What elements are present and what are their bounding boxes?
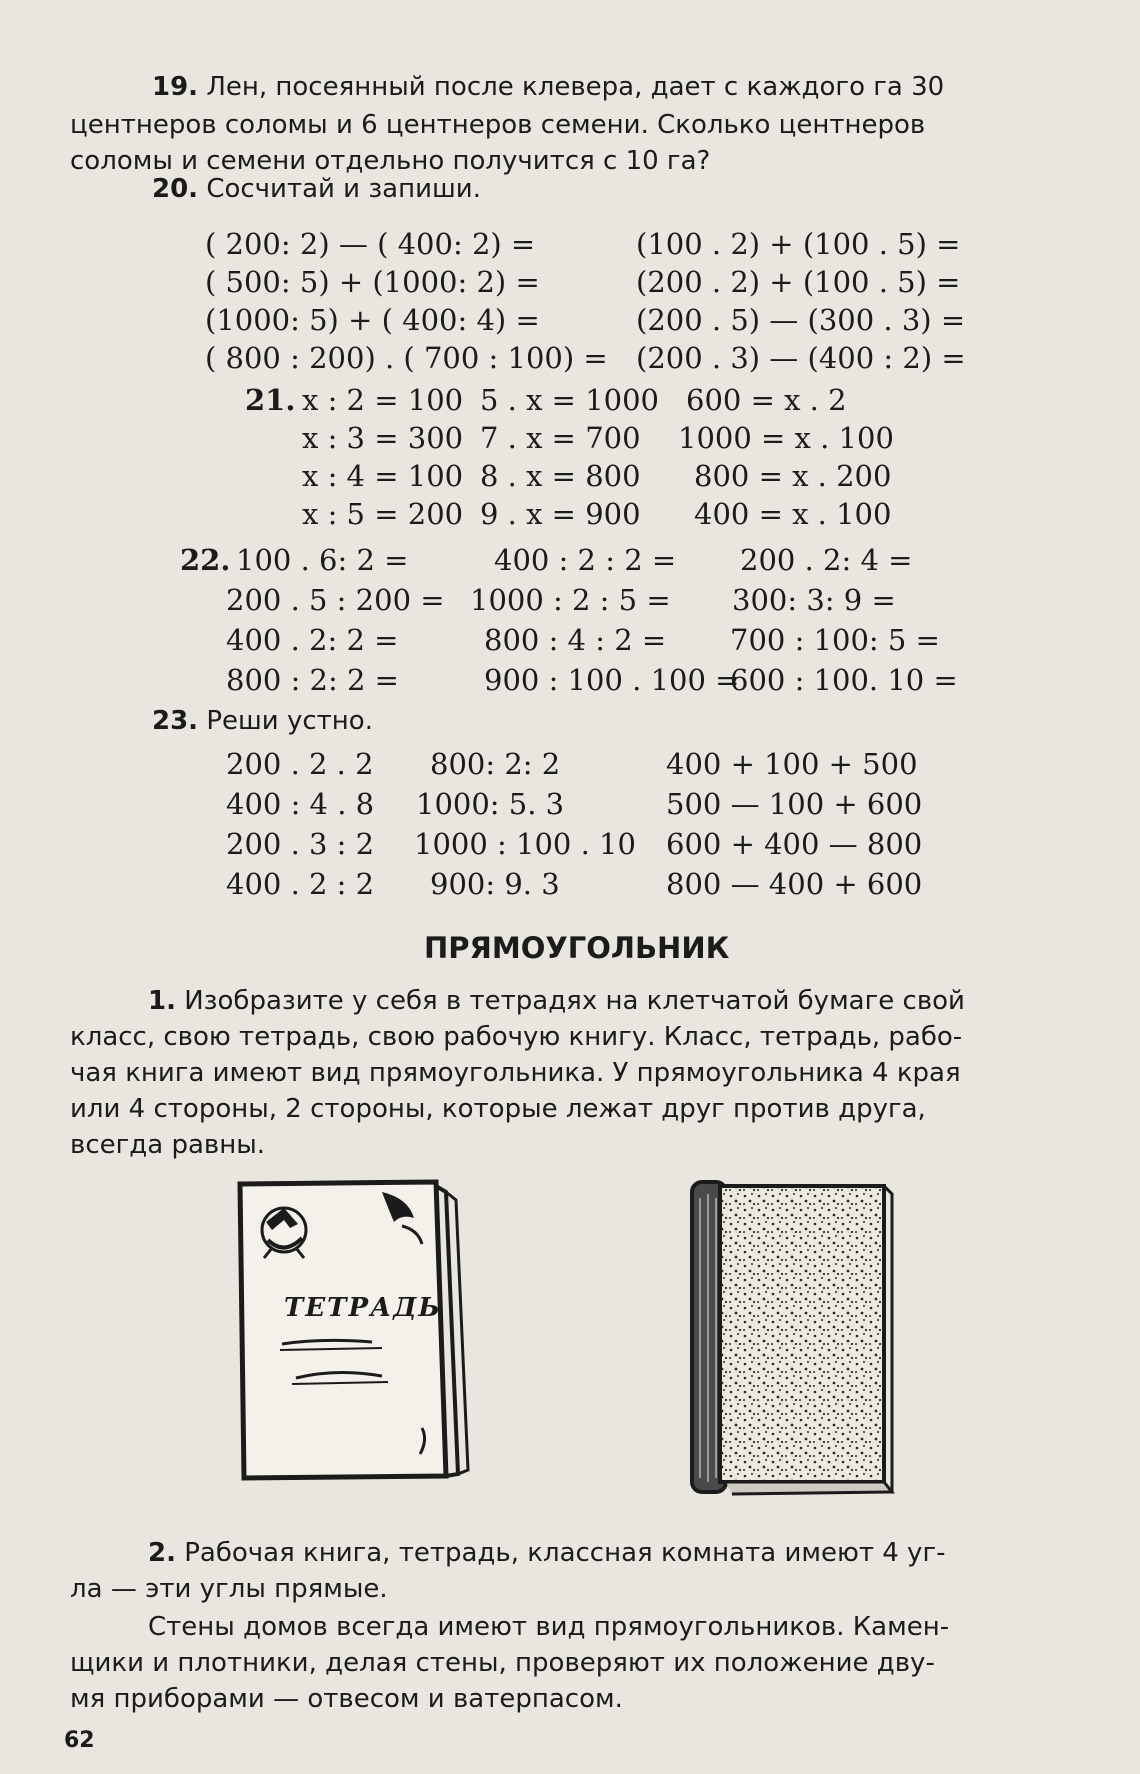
expression: 400 + 100 + 500 [666,747,918,781]
problem-19-line-1 [152,74,944,100]
equation: x : 4 = 100 [302,459,464,493]
expression: 200 . 2: 4 = [740,543,913,577]
notebook-title: ТЕТРАДЬ [284,1293,442,1323]
expression: 600 : 100. 10 = [730,663,958,697]
expression: 800: 2: 2 [430,747,561,781]
problem-title: Сосчитай и запиши. [206,174,481,204]
problem-title: Реши устно. [206,706,373,736]
problem-number: 19. [152,72,199,102]
item-number: 1. [148,986,176,1016]
expression: (200 . 3) — (400 : 2) = [636,341,966,375]
expression: ( 800 : 200) . ( 700 : 100) = [205,341,608,375]
item-1-line-2: класс, свою тетрадь, свою рабочую книгу. Класс, тетрадь, рабо- [70,1022,963,1052]
item-text: Рабочая книга, тетрадь, классная комната имеют 4 уг- [184,1538,946,1568]
equation: 600 = x . 2 [686,383,847,417]
book-cover [720,1186,884,1482]
expression: 400 . 2: 2 = [226,623,399,657]
expression: 1000 : 2 : 5 = [470,583,671,617]
page-number: 62 [64,1728,95,1753]
expression: 800 — 400 + 600 [666,867,923,901]
item-2-line-4: щики и плотники, делая стены, проверяют их положение дву- [70,1648,935,1678]
item-2-line-2: ла — эти углы прямые. [70,1574,388,1604]
problem-number: 22. [180,543,231,577]
book-illustration [686,1178,906,1508]
problem-number: 21. [245,383,296,417]
equation: 400 = x . 100 [694,497,892,531]
expression: ( 200: 2) — ( 400: 2) = [205,227,536,261]
item-1-line-5: всегда равны. [70,1130,265,1160]
expression: ( 500: 5) + (1000: 2) = [205,265,540,299]
problem-19-line-2: центнеров соломы и 6 центнеров семени. Сколько центнеров [70,110,926,140]
expression: 400 : 4 . 8 [226,787,375,821]
expression: (100 . 2) + (100 . 5) = [636,227,961,261]
expression: 500 — 100 + 600 [666,787,923,821]
expression: 400 : 2 : 2 = [494,543,677,577]
item-2-line-3: Стены домов всегда имеют вид прямоугольников. Камен- [148,1612,950,1642]
expression: 1000 : 100 . 10 [414,827,636,861]
expression: 400 . 2 : 2 [226,867,375,901]
equation: x : 2 = 100 [302,383,464,417]
expression: 700 : 100: 5 = [730,623,940,657]
item-1-line-1 [148,988,965,1014]
item-2-line-5: мя приборами — отвесом и ватерпасом. [70,1684,623,1714]
expression: 200 . 5 : 200 = [226,583,445,617]
expression: (1000: 5) + ( 400: 4) = [205,303,540,337]
expression: 900: 9. 3 [430,867,560,901]
problem-20-title [152,176,481,202]
expression: 800 : 4 : 2 = [484,623,667,657]
section-heading: ПРЯМОУГОЛЬНИК [424,931,730,965]
expression: 300: 3: 9 = [732,583,896,617]
expression: (200 . 5) — (300 . 3) = [636,303,966,337]
equation: 8 . x = 800 [480,459,641,493]
item-1-line-3: чая книга имеют вид прямоугольника. У прямоугольника 4 края [70,1058,961,1088]
expression: (200 . 2) + (100 . 5) = [636,265,961,299]
expression: 900 : 100 . 100 = [484,663,740,697]
problem-number: 20. [152,174,199,204]
equation: 1000 = x . 100 [678,421,894,455]
book-pages [726,1482,892,1494]
expression: 200 . 3 : 2 [226,827,375,861]
equation: 7 . x = 700 [480,421,641,455]
problem-text: Лен, посеянный после клевера, дает с каждого га 30 [206,72,945,102]
expression: 800 : 2: 2 = [226,663,399,697]
problem-number: 23. [152,706,199,736]
item-number: 2. [148,1538,176,1568]
problem-23-title [152,708,373,734]
equation: 9 . x = 900 [480,497,641,531]
item-text: Изобразите у себя в тетрадях на клетчатой бумаге свой [184,986,965,1016]
equation: 5 . x = 1000 [480,383,659,417]
equation: 800 = x . 200 [694,459,892,493]
expression: 1000: 5. 3 [416,787,565,821]
item-1-line-4: или 4 стороны, 2 стороны, которые лежат друг против друга, [70,1094,926,1124]
expression: 100 . 6: 2 = [236,543,409,577]
notebook-illustration [232,1178,472,1498]
expression: 600 + 400 — 800 [666,827,923,861]
equation: x : 3 = 300 [302,421,464,455]
equation: x : 5 = 200 [302,497,464,531]
expression: 200 . 2 . 2 [226,747,374,781]
problem-19-line-3: соломы и семени отдельно получится с 10 га? [70,146,711,176]
item-2-line-1 [148,1540,945,1566]
